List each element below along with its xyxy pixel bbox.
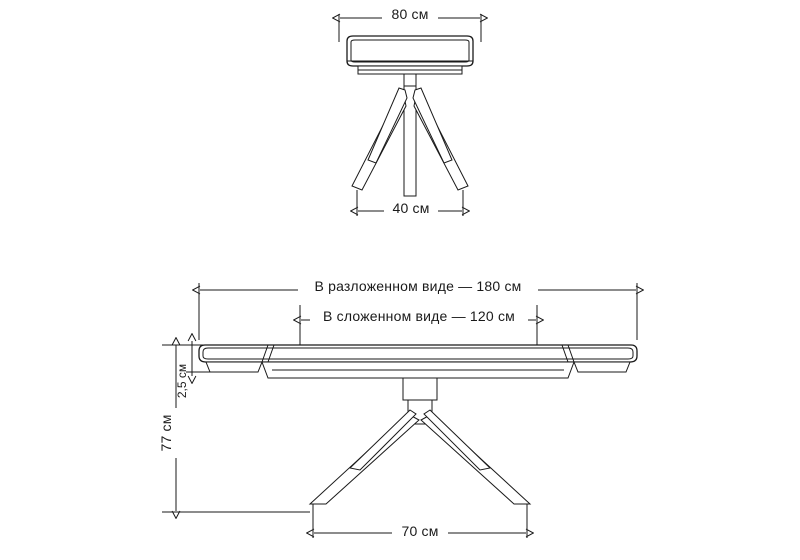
table-leg-base-top-view [352,74,468,196]
table-top-shape [347,36,473,74]
folded-width-label: В сложенном виде — 120 см [323,308,515,324]
table-leg-base-front-view [310,378,530,504]
front-base-dimension [313,504,527,540]
top-view-group [339,6,481,216]
top-width-label: 80 см [391,6,429,22]
folded-width-dimension [300,305,537,345]
front-view-group [158,278,637,540]
table-top-front-shape [199,345,637,378]
front-base-label: 70 см [401,523,439,539]
extended-width-label: В разложенном виде — 180 см [314,278,522,294]
height-label: 77 см [158,414,174,452]
thickness-label: 2,5 см [175,363,189,399]
top-base-label: 40 см [392,200,430,216]
